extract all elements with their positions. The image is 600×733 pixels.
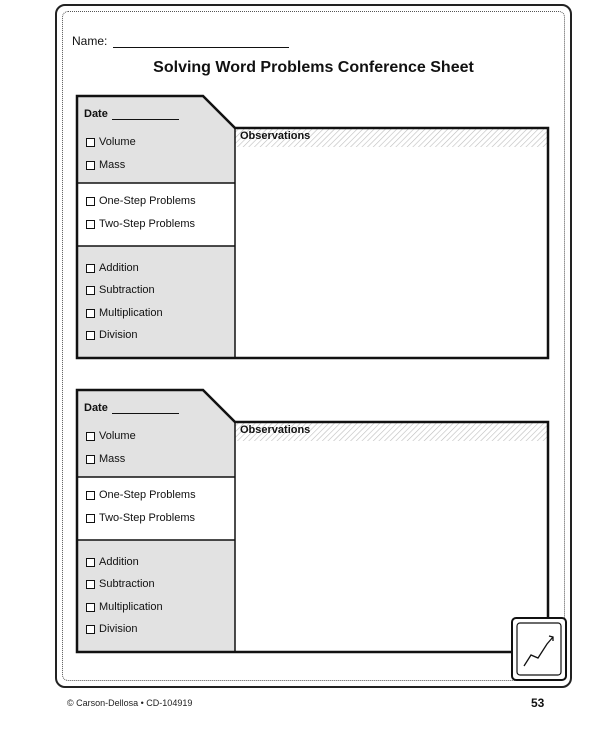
checkbox-icon[interactable]	[86, 264, 95, 273]
checkbox-one-step[interactable]: One-Step Problems	[86, 195, 196, 207]
conference-block-2	[75, 388, 551, 658]
checkbox-addition[interactable]: Addition	[86, 556, 139, 568]
checkbox-multiplication[interactable]: Multiplication	[86, 601, 163, 613]
checkbox-volume[interactable]: Volume	[86, 136, 136, 148]
conference-block-1	[75, 94, 551, 364]
checkbox-icon[interactable]	[86, 331, 95, 340]
checkbox-division[interactable]: Division	[86, 329, 138, 341]
date-label: Date	[84, 402, 108, 414]
checkbox-icon[interactable]	[86, 491, 95, 500]
checkbox-addition[interactable]: Addition	[86, 262, 139, 274]
checkbox-mass[interactable]: Mass	[86, 453, 125, 465]
tablet-chart-icon	[511, 617, 567, 681]
name-field[interactable]	[72, 34, 289, 48]
checkbox-icon[interactable]	[86, 138, 95, 147]
observations-label: Observations	[240, 424, 311, 436]
checkbox-icon[interactable]	[86, 455, 95, 464]
checkbox-two-step[interactable]: Two-Step Problems	[86, 218, 195, 230]
checkbox-icon[interactable]	[86, 220, 95, 229]
checkbox-icon[interactable]	[86, 625, 95, 634]
left-panel-middle	[77, 183, 235, 246]
checkbox-icon[interactable]	[86, 197, 95, 206]
checkbox-icon[interactable]	[86, 514, 95, 523]
checkbox-icon[interactable]	[86, 603, 95, 612]
checkbox-icon[interactable]	[86, 309, 95, 318]
date-field[interactable]	[84, 402, 179, 414]
date-line[interactable]	[112, 111, 179, 120]
checkbox-volume[interactable]: Volume	[86, 430, 136, 442]
date-field[interactable]	[84, 108, 179, 120]
name-label: Name:	[72, 34, 108, 48]
checkbox-icon[interactable]	[86, 558, 95, 567]
page-number: 53	[531, 696, 545, 710]
checkbox-subtraction[interactable]: Subtraction	[86, 284, 155, 296]
checkbox-one-step[interactable]: One-Step Problems	[86, 489, 196, 501]
left-panel-middle	[77, 477, 235, 540]
checkbox-icon[interactable]	[86, 161, 95, 170]
checkbox-icon[interactable]	[86, 286, 95, 295]
checkbox-division[interactable]: Division	[86, 623, 138, 635]
observations-label: Observations	[240, 130, 311, 142]
checkbox-subtraction[interactable]: Subtraction	[86, 578, 155, 590]
page-title: Solving Word Problems Conference Sheet	[153, 59, 474, 76]
name-line[interactable]	[113, 37, 289, 48]
checkbox-icon[interactable]	[86, 580, 95, 589]
checkbox-two-step[interactable]: Two-Step Problems	[86, 512, 195, 524]
copyright-text: © Carson-Dellosa • CD-104919	[67, 698, 193, 708]
checkbox-multiplication[interactable]: Multiplication	[86, 307, 163, 319]
date-label: Date	[84, 108, 108, 120]
checkbox-icon[interactable]	[86, 432, 95, 441]
checkbox-mass[interactable]: Mass	[86, 159, 125, 171]
date-line[interactable]	[112, 405, 179, 414]
